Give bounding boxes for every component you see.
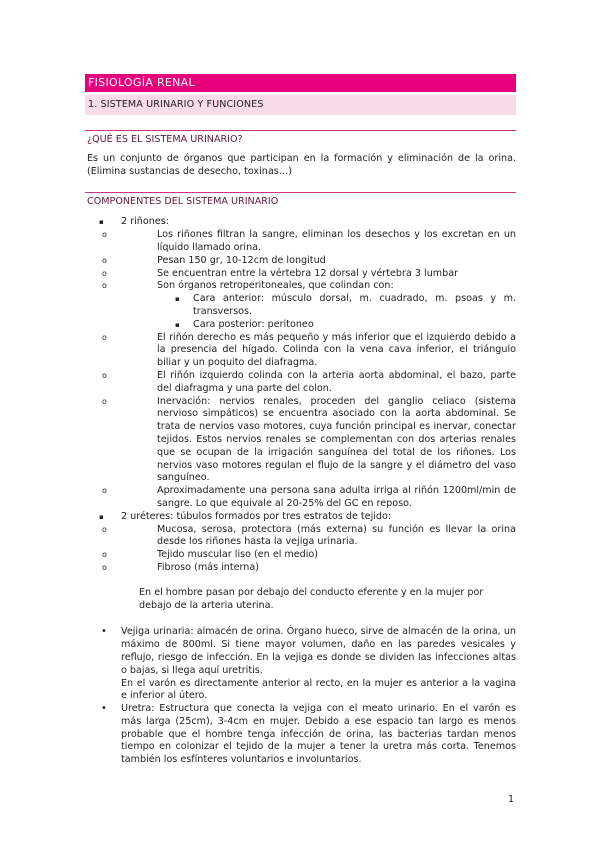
section-heading: 1. SISTEMA URINARIO Y FUNCIONES [85,95,516,115]
list-item-text: Son órganos retroperitoneales, que colindan con: [157,280,394,292]
list-item-text: Aproximadamente una persona sana adulta irriga al riñón 1200ml/min de sangre. Lo que equivale al 20-25% del GC en reposo. [157,485,516,509]
list-item-text: Los riñones filtran la sangre, eliminan los desechos y los excretan en un líquido llamado orina. [157,229,516,253]
list-item [157,319,516,332]
list-item [85,280,516,331]
question-heading: ¿QUÉ ES EL SISTEMA URINARIO? [87,134,243,145]
list-item-text: Inervación: nervios renales, proceden del ganglio celiaco (sistema nervioso simpáticos) se encuentra asociado con la aorta abdominal. Se trata de nervios vaso motores, cuya función principal es inervar, conectar tejidos. Estos nervios renales se complementan con dos arterias renales que se ocupan de la irrigación sanguínea del total de los riñones. Los nervios vaso motores regulan el flujo de la sangre y el diámetro del vaso sanguíneo. [157,395,516,484]
components-list [85,216,516,574]
list-item-text: El riñón derecho es más pequeño y más inferior que el izquierdo debido a la presencia del hígado. Colinda con la vena cava inferior, el triángulo biliar y un poquito del diafragma. [157,331,516,369]
list-item-rinones [85,216,516,510]
list-item-text: El riñón izquierdo colinda con la arteria aorta abdominal, el bazo, parte del diafragma y una parte del colon. [157,369,516,394]
document-page [85,74,516,767]
list-item [85,485,516,511]
list-item [85,268,516,281]
divider [85,192,516,193]
rinones-label: 2 riñones: [121,216,169,228]
rinones-sublist [85,229,516,511]
list-item-text: Se encuentran entre la vértebra 12 dorsal y vértebra 3 lumbar [157,267,459,279]
divider [85,130,516,131]
uretra-text: Uretra: Estructura que conecta la vejiga con el meato urinario. En el varón es más larga (25cm), 3-4cm en mujer. Debido a ese espacio tan largo es menos probable que el hombre tenga infección de orina, las bacterias tardan menos tiempo en colonizar el tejido de la mujer a tener la uretra más corta. Tenemos también los esfínteres voluntarios e involuntarios. [121,703,516,766]
list-item-text: Mucosa, serosa, protectora (más externa) su función es llevar la orina desde los riñones hasta la vejiga urinaria. [157,523,516,548]
list-item [85,229,516,255]
list-item [85,255,516,268]
page-number: 1 [508,794,515,805]
organ-neighbors-sublist [157,293,516,331]
list-item-text: Pesan 150 gr, 10-12cm de longitud [157,254,326,266]
organs-list [85,626,516,767]
list-item-text: Tejido muscular liso (en el medio) [157,549,319,561]
document-title: FISIOLOGÍA RENAL [85,74,516,92]
list-item [85,370,516,396]
list-item-ureteres [85,511,516,575]
list-item [85,332,516,370]
list-item-text: Cara posterior: peritoneo [193,318,314,330]
list-item [157,293,516,319]
list-item-text: Fibroso (más interna) [157,561,259,573]
list-item [85,549,516,562]
list-item [85,524,516,550]
vejiga-text: Vejiga urinaria: almacén de orina. Órgano hueco, sirve de almacén de la orina, un máximo de 800ml. Si tiene mayor volumen, daño en las paredes vesicales y reflujo, riesgo de infección. En la vejiga es donde se dividen las infecciones altas o bajas, si llega aquí uretritis. [121,626,516,676]
list-item-text: Cara anterior: músculo dorsal, m. cuadrado, m. psoas y m. transversos. [193,293,516,317]
list-item [85,562,516,575]
ureteres-sublist [85,524,516,575]
ureteres-note: En el hombre pasan por debajo del conducto eferente y en la mujer por debajo de la arteria uterina. [139,586,484,611]
list-item [85,396,516,486]
components-heading: COMPONENTES DEL SISTEMA URINARIO [87,196,279,208]
list-item-vejiga [85,626,516,703]
list-item-uretra [85,703,516,767]
ureteres-label: 2 uréteres: túbulos formados por tres estratos de tejido: [121,510,392,522]
question-paragraph: Es un conjunto de órganos que participan en la formación y eliminación de la orina. (Elimina sustancias de desecho, toxinas…) [87,153,516,178]
vejiga-text-2: En el varón es directamente anterior al recto, en la mujer es anterior a la vagina e inferior al útero. [121,677,516,702]
